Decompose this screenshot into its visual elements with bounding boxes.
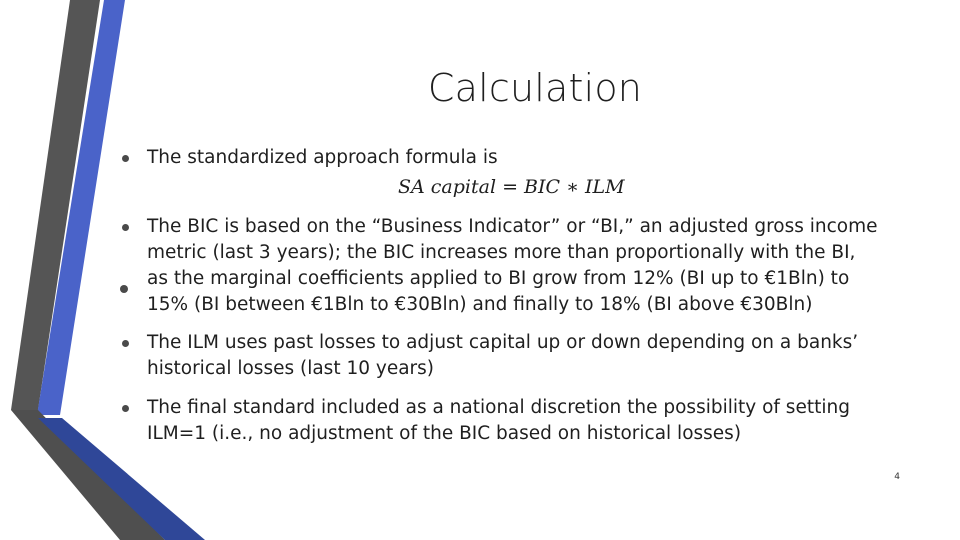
bullet-text: The ILM uses past losses to adjust capital up or down depending on a banks’ historical losses (last 10 years) [147,332,859,379]
bullet-item [122,214,882,318]
bullet-text: The standardized approach formula is [147,147,498,168]
bullet-text: The final standard included as a national discretion the possibility of setting ILM=1 (i.e., no adjustment of the BIC based on historical losses) [147,397,850,444]
slide-title: Calculation [427,66,643,110]
bullet-dot [120,285,128,293]
bullet-text: The BIC is based on the “Business Indicator” or “BI,” an adjusted gross income metric (last 3 years); the BIC increases more than proportionally with the BI, as the marginal coefficients applied to BI grow from 12% (BI up to €1Bln) to 15% (BI between €1Bln to €30Bln) and finally to 18% (BI above €30Bln) [147,216,878,315]
bullet-item [122,330,882,382]
formula: SA capital = BIC ∗ ILM [398,176,625,198]
bullet-dot [122,405,129,412]
page-number: 4 [894,472,900,482]
bullet-item [122,395,882,447]
bullet-item [122,145,882,171]
bullet-dot [122,155,129,162]
bullet-dot [122,340,129,347]
bullet-dot [122,224,129,231]
